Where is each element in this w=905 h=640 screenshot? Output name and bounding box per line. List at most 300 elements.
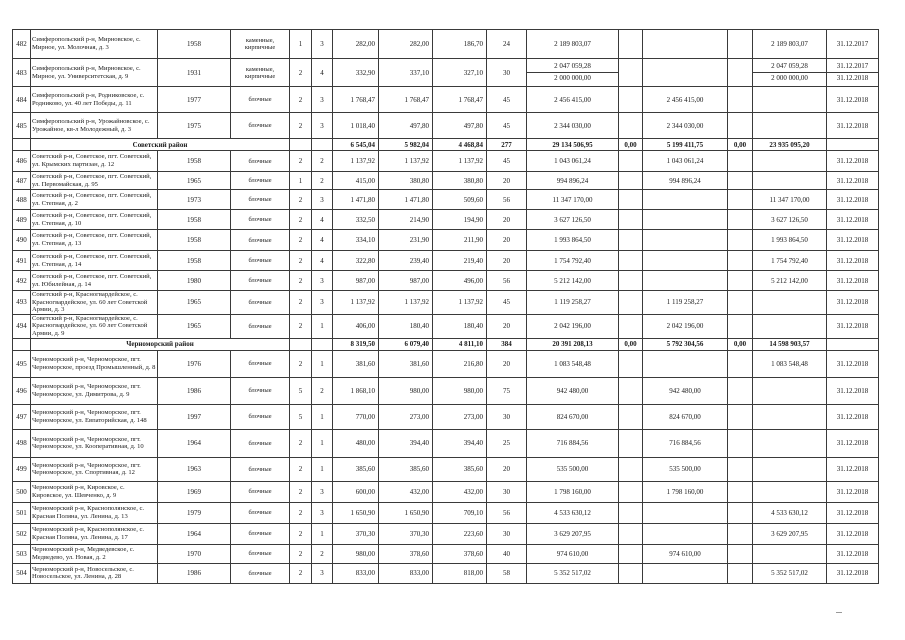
cell-a1: 282,00: [333, 30, 379, 59]
district-subtotal-row: [13, 338, 879, 350]
cell-c1: [619, 30, 643, 59]
cell-ppl: 20: [487, 172, 527, 190]
cell-ppl: 56: [487, 502, 527, 523]
cell-date: 31.12.2018: [827, 230, 879, 251]
cell-total: 11 347 170,00: [527, 190, 619, 210]
cell-ppl: 30: [487, 481, 527, 502]
cell-date: 31.12.2018: [827, 350, 879, 377]
cell-a2: 1 650,90: [379, 502, 433, 523]
cell-c2: 5 199 411,75: [643, 139, 728, 151]
cell-total: 20 391 208,13: [527, 338, 619, 350]
cell-entr: 4: [312, 59, 333, 87]
cell-entr: 3: [312, 481, 333, 502]
cell-c3: [728, 190, 753, 210]
cell-floors: 2: [290, 113, 312, 139]
cell-a3: 211,90: [433, 230, 487, 251]
cell-a2: 273,00: [379, 404, 433, 429]
cell-year: 1975: [158, 113, 231, 139]
cell-floors: 2: [290, 291, 312, 315]
cell-c3: [728, 172, 753, 190]
cell-date: 31.12.2018: [827, 404, 879, 429]
cell-n: 482: [13, 30, 31, 59]
cell-c3: [728, 113, 753, 139]
cell-date: 31.12.2018: [827, 210, 879, 230]
cell-entr: 1: [312, 523, 333, 544]
cell-addr: Советский р-н, Советское, пгт. Советский, ул. Первомайская, д. 95: [31, 172, 158, 190]
cell-entr: 4: [312, 251, 333, 271]
cell-total: 1 993 864,50: [527, 230, 619, 251]
cell-c4: 1 993 864,50: [753, 230, 827, 251]
cell-a1: 415,00: [333, 172, 379, 190]
cell-total: 2 456 415,00: [527, 87, 619, 113]
cell-a3: 385,60: [433, 457, 487, 481]
cell-total: 29 134 506,95: [527, 139, 619, 151]
cell-c1: [619, 350, 643, 377]
cell-addr: Симферопольский р-н, Мирновское, с. Мирное, ул. Университетская, д. 9: [31, 59, 158, 87]
cell-c2: 716 884,56: [643, 429, 728, 457]
cell-date: 31.12.2018: [827, 377, 879, 404]
cell-a2: 497,80: [379, 113, 433, 139]
cell-c1: 0,00: [619, 338, 643, 350]
cell-a3: 509,60: [433, 190, 487, 210]
cell-wall: блочные: [231, 172, 290, 190]
table-row: [13, 429, 879, 457]
cell-c3: [728, 87, 753, 113]
table-row: [13, 59, 879, 87]
cell-entr: 3: [312, 271, 333, 291]
cell-c3: [728, 377, 753, 404]
cell-blank: [827, 338, 879, 350]
cell-c4: 3 627 126,50: [753, 210, 827, 230]
cell-addr: Черноморский р-н, Черноморское, пгт. Черноморское, ул. Кооперативная, д. 10: [31, 429, 158, 457]
table-row: [13, 523, 879, 544]
cell-a1: 1 650,90: [333, 502, 379, 523]
cell-date: 31.12.2017: [827, 30, 879, 59]
cell-entr: 1: [312, 350, 333, 377]
cell-a3: 186,70: [433, 30, 487, 59]
cell-a1: 480,00: [333, 429, 379, 457]
cell-entr: 3: [312, 113, 333, 139]
split-value: 2 000 000,00: [527, 72, 618, 84]
cell-c1: [619, 271, 643, 291]
cell-a3: 1 137,92: [433, 291, 487, 315]
cell-c4: [753, 544, 827, 563]
cell-total: 1 798 160,00: [527, 481, 619, 502]
cell-c3: [728, 502, 753, 523]
cell-c3: [728, 251, 753, 271]
cell-c2: 535 500,00: [643, 457, 728, 481]
cell-c1: 0,00: [619, 139, 643, 151]
cell-a3: 194,90: [433, 210, 487, 230]
cell-c3: [728, 563, 753, 583]
cell-n: 500: [13, 481, 31, 502]
cell-n: 499: [13, 457, 31, 481]
cell-ppl: 20: [487, 314, 527, 338]
cell-entr: 3: [312, 87, 333, 113]
cell-n: 495: [13, 350, 31, 377]
cell-total: 3 629 207,95: [527, 523, 619, 544]
cell-floors: 2: [290, 481, 312, 502]
cell-total: 4 533 630,12: [527, 502, 619, 523]
cell-a1: 6 545,04: [333, 139, 379, 151]
cell-wall: блочные: [231, 210, 290, 230]
cell-c3: [728, 314, 753, 338]
cell-addr: Черноморский р-н, Новосельское, с. Новосельское, ул. Ленина, д. 28: [31, 563, 158, 583]
cell-n: 487: [13, 172, 31, 190]
cell-year: 1958: [158, 251, 231, 271]
district-subtotal-row: [13, 139, 879, 151]
cell-ppl: 24: [487, 30, 527, 59]
cell-year: 1976: [158, 350, 231, 377]
table-row: [13, 172, 879, 190]
cell-date: 31.12.2018: [827, 563, 879, 583]
cell-blank: [290, 139, 312, 151]
page-mark: [836, 612, 842, 613]
cell-year: 1964: [158, 523, 231, 544]
cell-ppl: 45: [487, 151, 527, 172]
cell-c1: [619, 190, 643, 210]
cell-year: 1973: [158, 190, 231, 210]
cell-ppl: 45: [487, 87, 527, 113]
cell-a1: 1 868,10: [333, 377, 379, 404]
cell-c4: 11 347 170,00: [753, 190, 827, 210]
cell-c2: [643, 502, 728, 523]
cell-date: 31.12.2018: [827, 271, 879, 291]
cell-c1: [619, 314, 643, 338]
cell-c1: [619, 563, 643, 583]
cell-a3: 1 768,47: [433, 87, 487, 113]
cell-a1: 1 137,92: [333, 291, 379, 315]
cell-c1: [619, 210, 643, 230]
cell-c2: [643, 230, 728, 251]
split-cell: [827, 61, 878, 84]
cell-c2: 1 043 061,24: [643, 151, 728, 172]
split-value: 31.12.2018: [827, 72, 878, 84]
cell-floors: 2: [290, 271, 312, 291]
cell-a3: 219,40: [433, 251, 487, 271]
cell-a1: 1 768,47: [333, 87, 379, 113]
cell-floors: 5: [290, 404, 312, 429]
cell-c1: [619, 457, 643, 481]
split-cell: [753, 61, 826, 84]
cell-a1: 987,00: [333, 271, 379, 291]
cell-wall: блочные: [231, 563, 290, 583]
cell-year: 1958: [158, 151, 231, 172]
cell-a2: 5 982,04: [379, 139, 433, 151]
cell-addr: Симферопольский р-н, Урожайновское, с. Урожайное, кв-л Молодежный, д. 3: [31, 113, 158, 139]
cell-c1: [619, 151, 643, 172]
cell-n: 494: [13, 314, 31, 338]
cell-a2: 214,90: [379, 210, 433, 230]
cell-a1: 833,00: [333, 563, 379, 583]
cell-n: 502: [13, 523, 31, 544]
table-row: [13, 190, 879, 210]
table-row: [13, 230, 879, 251]
cell-c3: [728, 544, 753, 563]
cell-total: 1 754 792,40: [527, 251, 619, 271]
cell-c3: [728, 481, 753, 502]
cell-blank: [312, 139, 333, 151]
cell-wall: блочные: [231, 151, 290, 172]
table-row: [13, 563, 879, 583]
cell-floors: 2: [290, 523, 312, 544]
cell-floors: 1: [290, 172, 312, 190]
cell-total: 1 083 548,48: [527, 350, 619, 377]
cell-a2: 1 137,92: [379, 151, 433, 172]
cell-year: 1997: [158, 404, 231, 429]
table-row: [13, 544, 879, 563]
table-row: [13, 113, 879, 139]
cell-c2: 942 480,00: [643, 377, 728, 404]
cell-addr: Советский р-н, Советское, пгт. Советский, ул. Степная, д. 2: [31, 190, 158, 210]
cell-entr: 3: [312, 190, 333, 210]
cell-n: 501: [13, 502, 31, 523]
cell-c1: [619, 502, 643, 523]
cell-wall: блочные: [231, 502, 290, 523]
cell-addr: Черноморский р-н, Черноморское, пгт. Черноморское, ул. Спортивная, д. 12: [31, 457, 158, 481]
cell-a1: 600,00: [333, 481, 379, 502]
cell-c3: [728, 210, 753, 230]
cell-ppl: 58: [487, 563, 527, 583]
cell-entr: 3: [312, 291, 333, 315]
cell-date: 31.12.2018: [827, 190, 879, 210]
cell-date: 31.12.2018: [827, 457, 879, 481]
cell-n: 490: [13, 230, 31, 251]
cell-wall: блочные: [231, 350, 290, 377]
cell-ppl: 25: [487, 429, 527, 457]
split-cell: [527, 61, 618, 84]
cell-c1: [619, 404, 643, 429]
cell-ppl: 30: [487, 523, 527, 544]
cell-n: 488: [13, 190, 31, 210]
cell-c4: [753, 87, 827, 113]
cell-a2: 231,90: [379, 230, 433, 251]
cell-n: 483: [13, 59, 31, 87]
cell-c4: [753, 404, 827, 429]
cell-c2: 2 456 415,00: [643, 87, 728, 113]
table-row: [13, 457, 879, 481]
cell-c3: [728, 523, 753, 544]
cell-addr: Симферопольский р-н, Родниковское, с. Родниково, ул. 40 лет Победы, д. 11: [31, 87, 158, 113]
cell-date: 31.12.2018: [827, 523, 879, 544]
cell-c1: [619, 230, 643, 251]
cell-floors: 2: [290, 350, 312, 377]
cell-c3: [728, 230, 753, 251]
cell-year: 1958: [158, 30, 231, 59]
cell-a2: 337,10: [379, 59, 433, 87]
cell-n: 498: [13, 429, 31, 457]
cell-wall: блочные: [231, 113, 290, 139]
cell-year: 1979: [158, 502, 231, 523]
cell-entr: 1: [312, 314, 333, 338]
cell-addr: Советский р-н, Советское, пгт. Советский, ул. Юбилейная, д. 14: [31, 271, 158, 291]
cell-year: 1980: [158, 271, 231, 291]
cell-a3: 327,10: [433, 59, 487, 87]
cell-c2: [643, 210, 728, 230]
cell-c4: [753, 151, 827, 172]
cell-c4: 23 935 095,20: [753, 139, 827, 151]
cell-ppl: 40: [487, 544, 527, 563]
cell-a2: 180,40: [379, 314, 433, 338]
cell-a1: 332,90: [333, 59, 379, 87]
cell-a3: 394,40: [433, 429, 487, 457]
cell-addr: Черноморский р-н, Краснополянское, с. Красная Поляна, ул. Ленина, д. 17: [31, 523, 158, 544]
cell-n: 496: [13, 377, 31, 404]
cell-c4: 14 598 903,57: [753, 338, 827, 350]
cell-addr: Советский р-н, Красногвардейское, с. Красногвардейское, ул. 60 лет Советской Армии, д. 9: [31, 314, 158, 338]
cell-floors: 2: [290, 563, 312, 583]
cell-entr: 3: [312, 502, 333, 523]
cell-n: 486: [13, 151, 31, 172]
cell-total: 5 212 142,00: [527, 271, 619, 291]
cell-a2: 1 768,47: [379, 87, 433, 113]
cell-total: 716 884,56: [527, 429, 619, 457]
cell-n: 504: [13, 563, 31, 583]
cell-year: 1963: [158, 457, 231, 481]
cell-total: [527, 59, 619, 87]
cell-a2: 1 471,80: [379, 190, 433, 210]
cell-a2: 381,60: [379, 350, 433, 377]
cell-c4: 3 629 207,95: [753, 523, 827, 544]
cell-wall: блочные: [231, 291, 290, 315]
cell-c1: [619, 523, 643, 544]
cell-date: 31.12.2018: [827, 502, 879, 523]
cell-date: 31.12.2018: [827, 481, 879, 502]
cell-total: 2 189 803,07: [527, 30, 619, 59]
cell-c2: [643, 523, 728, 544]
cell-a1: 8 319,50: [333, 338, 379, 350]
cell-ppl: 20: [487, 251, 527, 271]
cell-c3: [728, 429, 753, 457]
cell-n: 489: [13, 210, 31, 230]
cell-c3: [728, 30, 753, 59]
cell-blank: [13, 139, 31, 151]
cell-blank: [290, 338, 312, 350]
cell-wall: блочные: [231, 271, 290, 291]
cell-date: 31.12.2018: [827, 151, 879, 172]
cell-ppl: 56: [487, 271, 527, 291]
cell-wall: блочные: [231, 377, 290, 404]
cell-total: 974 610,00: [527, 544, 619, 563]
cell-wall: блочные: [231, 230, 290, 251]
cell-a2: 385,60: [379, 457, 433, 481]
district-name: Советский район: [31, 139, 290, 151]
cell-c2: 1 119 258,27: [643, 291, 728, 315]
cell-entr: 2: [312, 377, 333, 404]
cell-c1: [619, 481, 643, 502]
cell-floors: 1: [290, 30, 312, 59]
cell-c1: [619, 251, 643, 271]
cell-a3: 818,00: [433, 563, 487, 583]
cell-ppl: 75: [487, 377, 527, 404]
cell-a3: 380,80: [433, 172, 487, 190]
cell-addr: Советский р-н, Советское, пгт. Советский, ул. Степная, д. 14: [31, 251, 158, 271]
table-row: [13, 404, 879, 429]
cell-blank: [13, 338, 31, 350]
cell-addr: Черноморский р-н, Черноморское, пгт. Черноморское, ул. Димитрова, д. 9: [31, 377, 158, 404]
district-name: Черноморский район: [31, 338, 290, 350]
cell-c4: 2 189 803,07: [753, 30, 827, 59]
cell-year: 1969: [158, 481, 231, 502]
cell-c4: [753, 291, 827, 315]
cell-ppl: 20: [487, 350, 527, 377]
cell-wall: блочные: [231, 87, 290, 113]
housing-register-table: [12, 29, 879, 584]
cell-entr: 4: [312, 230, 333, 251]
table-row: [13, 481, 879, 502]
cell-a1: 1 018,40: [333, 113, 379, 139]
cell-year: 1931: [158, 59, 231, 87]
cell-ppl: 384: [487, 338, 527, 350]
cell-c2: 974 610,00: [643, 544, 728, 563]
cell-floors: 2: [290, 87, 312, 113]
cell-c2: [643, 350, 728, 377]
cell-floors: 2: [290, 190, 312, 210]
split-value: 31.12.2017: [836, 62, 869, 70]
cell-c4: [753, 429, 827, 457]
cell-entr: 2: [312, 172, 333, 190]
cell-total: 1 043 061,24: [527, 151, 619, 172]
cell-wall: блочные: [231, 190, 290, 210]
cell-date: [827, 59, 879, 87]
table-row: [13, 314, 879, 338]
cell-year: 1964: [158, 429, 231, 457]
cell-n: 503: [13, 544, 31, 563]
cell-c2: 994 896,24: [643, 172, 728, 190]
cell-c2: [643, 190, 728, 210]
cell-entr: 3: [312, 30, 333, 59]
cell-addr: Советский р-н, Советское, пгт. Советский, ул. Степная, д. 13: [31, 230, 158, 251]
cell-addr: Советский р-н, Советское, пгт. Советский, ул. Степная, д. 10: [31, 210, 158, 230]
cell-c1: [619, 544, 643, 563]
cell-floors: 2: [290, 457, 312, 481]
cell-c4: 1 754 792,40: [753, 251, 827, 271]
cell-a2: 987,00: [379, 271, 433, 291]
cell-a1: 1 137,92: [333, 151, 379, 172]
cell-total: 2 344 030,00: [527, 113, 619, 139]
cell-a2: 380,80: [379, 172, 433, 190]
cell-floors: 2: [290, 151, 312, 172]
cell-floors: 2: [290, 544, 312, 563]
cell-c2: [643, 30, 728, 59]
cell-total: 5 352 517,02: [527, 563, 619, 583]
cell-c2: 2 042 196,00: [643, 314, 728, 338]
cell-wall: блочные: [231, 544, 290, 563]
cell-wall: блочные: [231, 404, 290, 429]
cell-a2: 378,60: [379, 544, 433, 563]
cell-a2: 370,30: [379, 523, 433, 544]
cell-addr: Черноморский р-н, Черноморское, пгт. Черноморское, ул. Евпаторийская, д. 148: [31, 404, 158, 429]
cell-ppl: 277: [487, 139, 527, 151]
cell-year: 1977: [158, 87, 231, 113]
cell-ppl: 30: [487, 59, 527, 87]
cell-total: 994 896,24: [527, 172, 619, 190]
cell-ppl: 30: [487, 404, 527, 429]
cell-floors: 2: [290, 314, 312, 338]
cell-year: 1965: [158, 291, 231, 315]
cell-floors: 2: [290, 502, 312, 523]
cell-year: 1986: [158, 563, 231, 583]
cell-c3: [728, 350, 753, 377]
cell-ppl: 45: [487, 113, 527, 139]
cell-addr: Черноморский р-н, Черноморское, пгт. Черноморское, проезд Промышленный, д. 8: [31, 350, 158, 377]
cell-a3: 223,60: [433, 523, 487, 544]
cell-c3: 0,00: [728, 139, 753, 151]
cell-date: 31.12.2018: [827, 314, 879, 338]
cell-c2: [643, 59, 728, 87]
cell-a1: 406,00: [333, 314, 379, 338]
cell-ppl: 56: [487, 190, 527, 210]
